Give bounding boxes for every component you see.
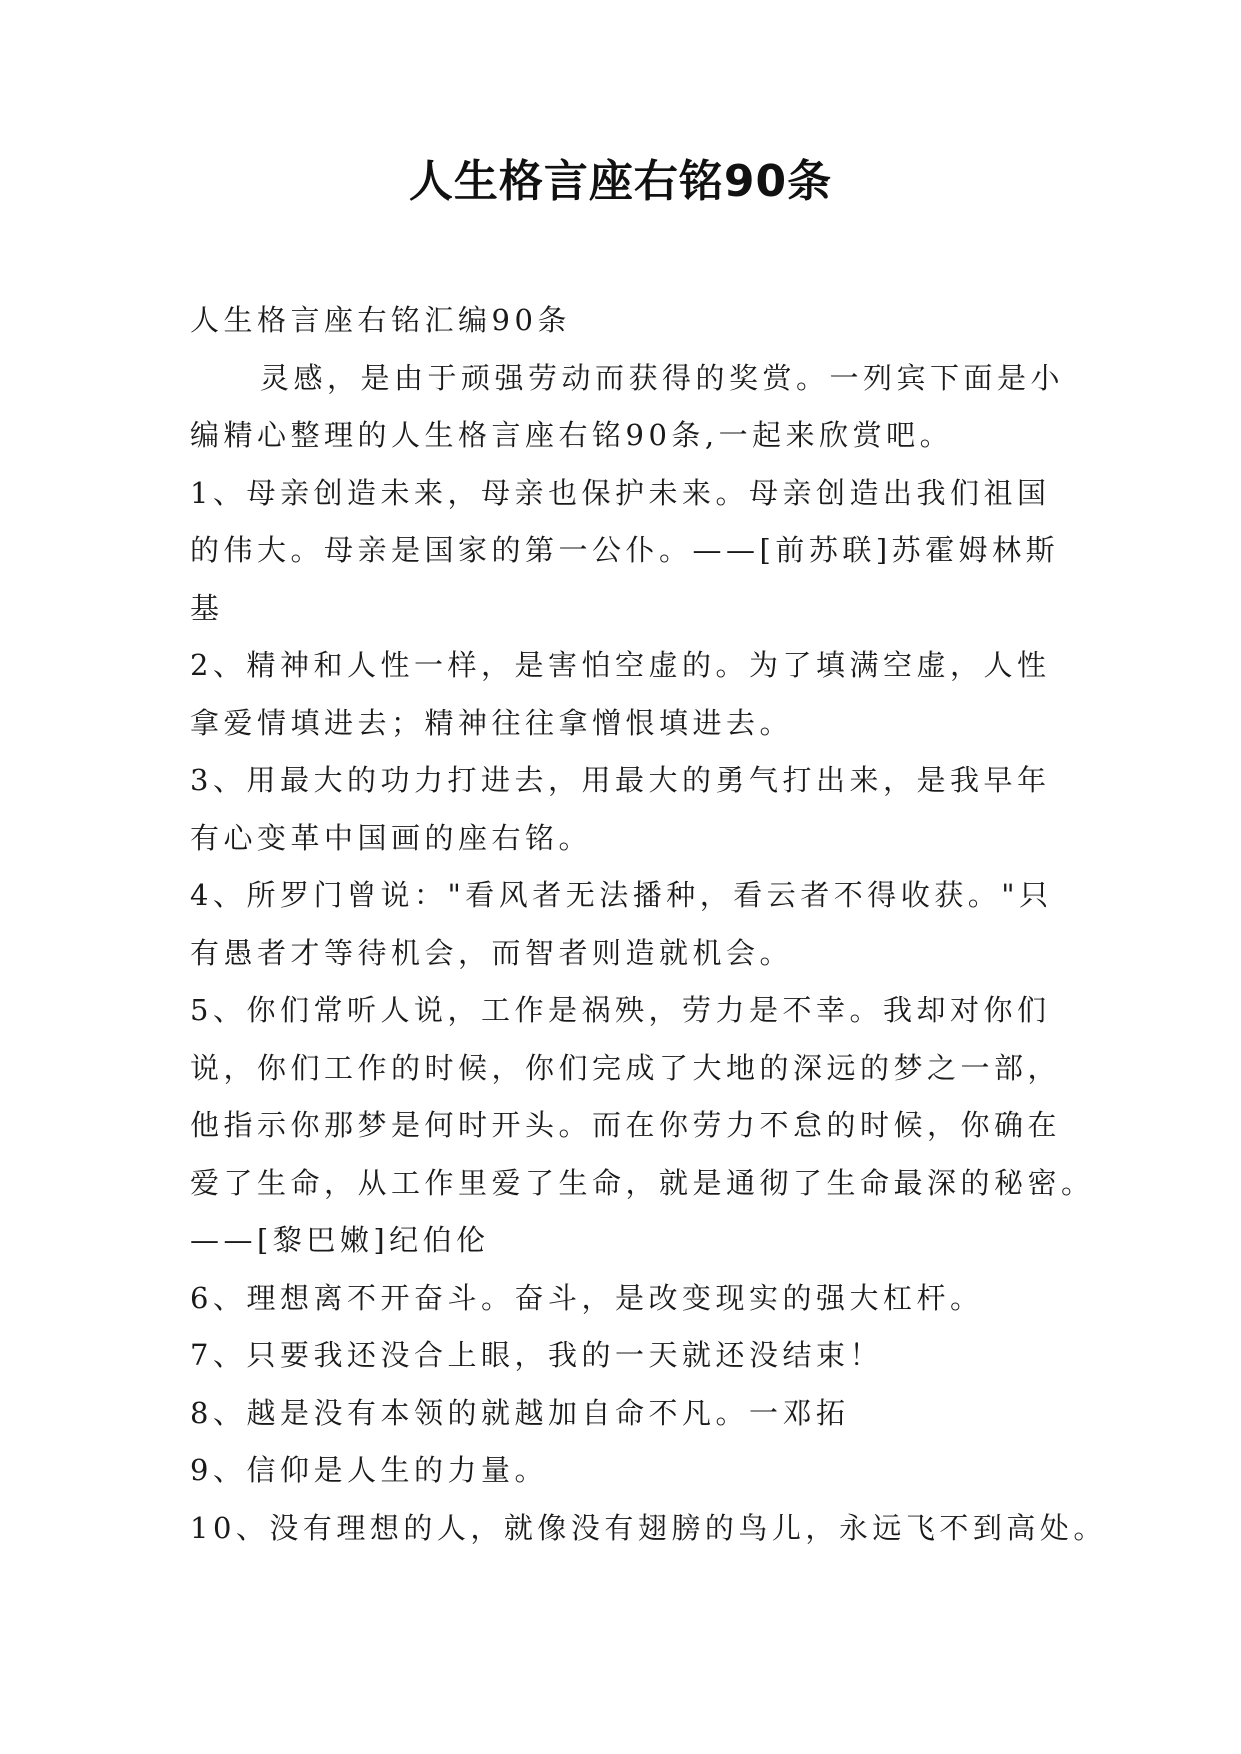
intro-line: 灵感，是由于顽强劳动而获得的奖赏。一列宾下面是小 <box>260 360 1065 395</box>
quote-line: 8、越是没有本领的就越加自命不凡。一邓拓 <box>190 1395 850 1430</box>
quote-line: 1、母亲创造未来，母亲也保护未来。母亲创造出我们祖国 <box>190 475 1051 510</box>
quote-line: 拿爱情填进去；精神往往拿憎恨填进去。 <box>190 705 794 740</box>
intro-line: 编精心整理的人生格言座右铭90条,一起来欣赏吧。 <box>190 418 954 452</box>
quote-line: 6、理想离不开奋斗。奋斗，是改变现实的强大杠杆。 <box>190 1280 984 1315</box>
quote-line: 有心变革中国画的座右铭。 <box>190 820 593 855</box>
quote-line: 基 <box>190 590 224 625</box>
quote-line: 他指示你那梦是何时开头。而在你劳力不怠的时候，你确在 <box>190 1108 1062 1142</box>
quote-line: 有愚者才等待机会，而智者则造就机会。 <box>190 935 794 970</box>
quote-line: 10、没有理想的人，就像没有翅膀的鸟儿，永远飞不到高处。 <box>190 1510 1107 1545</box>
document-body <box>190 292 1107 1557</box>
document-title: 人生格言座右铭90条 <box>408 156 833 207</box>
quote-line: 说，你们工作的时候，你们完成了大地的深远的梦之一部， <box>190 1050 1062 1085</box>
quote-line: 5、你们常听人说，工作是祸殃，劳力是不幸。我却对你们 <box>190 993 1051 1027</box>
quote-line: 9、信仰是人生的力量。 <box>190 1453 548 1487</box>
quote-line: 的伟大。母亲是国家的第一公仆。——[前苏联]苏霍姆林斯 <box>190 533 1060 567</box>
quote-line: 4、所罗门曾说："看风者无法播种，看云者不得收获。"只 <box>190 878 1053 912</box>
quote-line: 爱了生命，从工作里爱了生命，就是通彻了生命最深的秘密。 <box>190 1165 1095 1200</box>
quote-line: ——[黎巴嫩]纪伯伦 <box>190 1223 490 1257</box>
quote-line: 2、精神和人性一样，是害怕空虚的。为了填满空虚，人性 <box>190 648 1051 682</box>
subtitle-line: 人生格言座右铭汇编90条 <box>190 303 571 337</box>
quote-line: 3、用最大的功力打进去，用最大的勇气打出来，是我早年 <box>190 763 1051 797</box>
quote-line: 7、只要我还没合上眼，我的一天就还没结束！ <box>190 1338 883 1372</box>
